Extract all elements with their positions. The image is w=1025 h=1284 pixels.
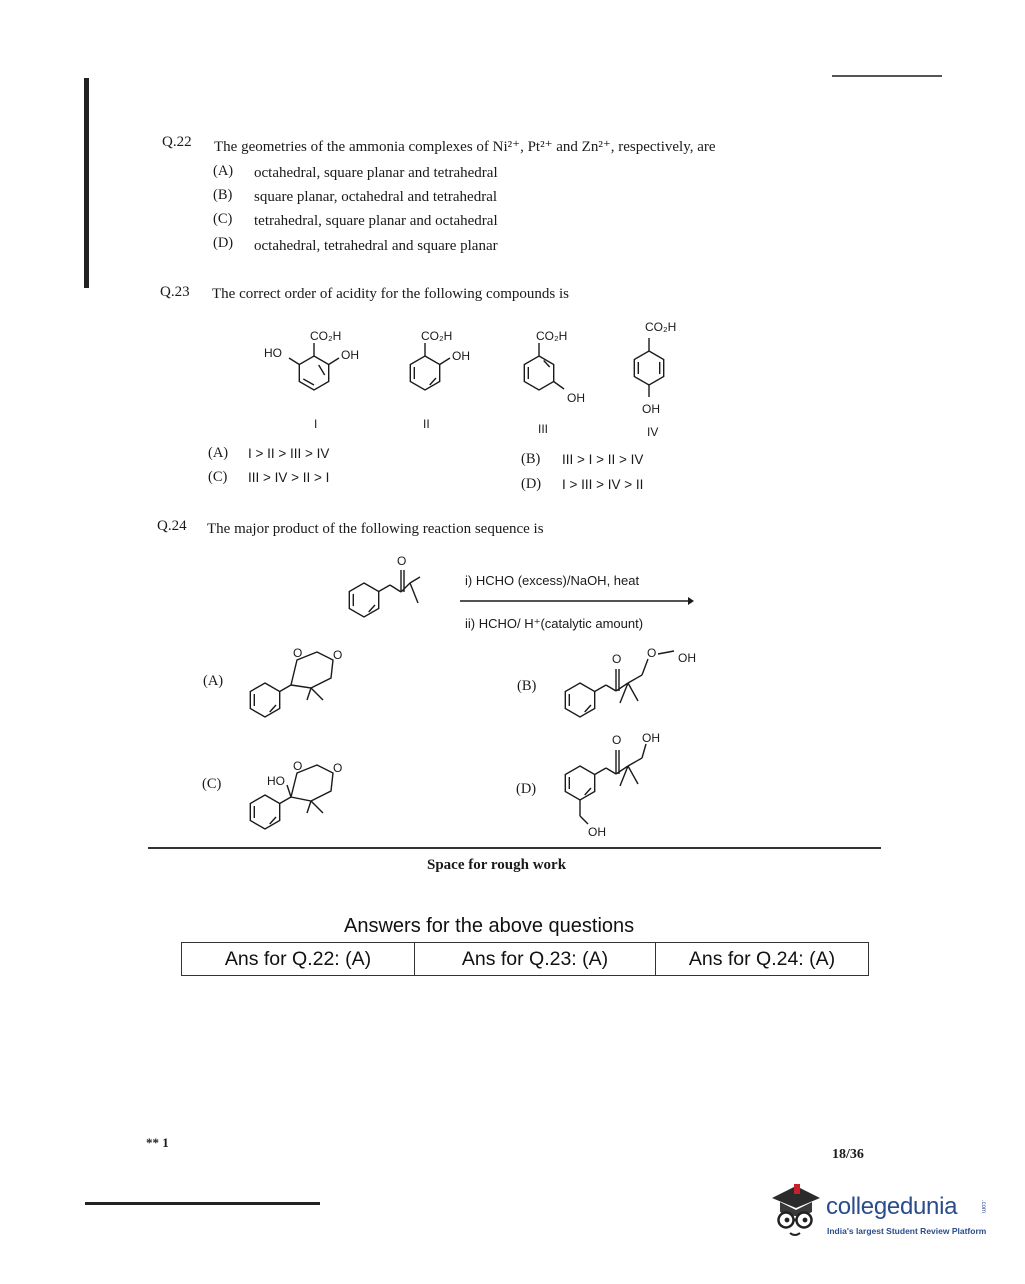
q24-option-c-letter: (C) [202,776,222,792]
q24-c-o2: O [333,761,343,775]
q24-reagent-1: i) HCHO (excess)/NaOH, heat [465,573,640,588]
q24-d-oh1: OH [642,731,660,745]
q23-structures [250,315,710,445]
left-margin-bar [84,78,89,288]
q23-option-a-letter: (A) [208,445,229,461]
q23-number: Q.23 [160,284,190,300]
q24-text: The major product of the following reaction sequence is [207,521,544,537]
q24-b-o1: O [612,652,622,666]
q23-option-d-letter: (D) [521,476,542,492]
q23-option-c-letter: (C) [208,469,228,485]
q24-option-b-letter: (B) [517,678,537,694]
q22-option-c-letter: (C) [213,211,233,227]
q24-b-o2: O [647,646,657,660]
answer-q22: Ans for Q.22: (A) [224,947,372,970]
q23-option-c-text: III > IV > II > I [248,470,330,485]
q23-c2-co2h: CO₂H [421,329,453,343]
q24-c-ho: HO [267,774,285,788]
q24-option-a-letter: (A) [203,673,224,689]
top-right-rule [832,75,942,77]
q24-option-d-letter: (D) [516,781,537,797]
q23-c4-co2h: CO₂H [645,320,677,334]
q24-d-oh2: OH [588,825,606,839]
q23-roman-4: IV [647,425,659,439]
q23-roman-3: III [538,422,549,436]
rough-work-rule [148,847,881,849]
footer-left-mark: ** 1 [146,1135,169,1150]
q23-c1-co2h: CO₂H [310,329,342,343]
q23-c3-co2h: CO₂H [536,329,568,343]
q23-roman-2: II [423,417,430,431]
q22-option-a-text: octahedral, square planar and tetrahedral [254,165,498,181]
q22-option-d-letter: (D) [213,235,234,251]
logo-wordmark: collegedunia [826,1193,958,1220]
q24-reagent-2: ii) HCHO/ H⁺(catalytic amount) [465,616,644,631]
collegedunia-mascot-icon [766,1180,824,1242]
q23-option-d-text: I > III > IV > II [562,477,644,492]
q22-option-b-letter: (B) [213,187,233,203]
page-number: 18/36 [832,1147,864,1162]
q23-option-a-text: I > II > III > IV [248,446,330,461]
q22-option-d-text: octahedral, tetrahedral and square planar [254,238,498,254]
q23-text: The correct order of acidity for the following compounds is [212,286,569,302]
q24-option-d-structure [550,728,690,843]
q22-option-b-text: square planar, octahedral and tetrahedral [254,189,498,205]
answers-title: Answers for the above questions [344,915,635,937]
q24-c-o1: O [293,759,303,773]
q23-c1-ho: HO [264,346,282,360]
q22-text: The geometries of the ammonia complexes of Ni²⁺, Pt²⁺ and Zn²⁺, respectively, are [214,139,716,155]
answer-q23: Ans for Q.23: (A) [414,943,655,975]
q24-a-o1: O [293,646,303,660]
q24-reaction [330,545,710,645]
rough-work-label: Space for rough work [427,857,567,873]
q23-c1-oh: OH [341,348,359,362]
q24-d-o: O [612,733,622,747]
answers-table [181,942,869,976]
q23-option-b-text: III > I > II > IV [562,452,644,467]
q24-b-oh: OH [678,651,696,665]
q23-roman-1: I [314,417,318,431]
logo-tagline: India's largest Student Review Platform [827,1226,987,1236]
bottom-left-rule [85,1202,320,1205]
q24-a-o2: O [333,648,343,662]
q24-reactant-o: O [397,554,407,568]
q24-number: Q.24 [157,518,187,534]
q23-c3-oh: OH [567,391,585,405]
q23-option-b-letter: (B) [521,451,541,467]
q23-c4-oh: OH [642,402,660,416]
answer-q24: Ans for Q.24: (A) [655,943,868,975]
q22-number: Q.22 [162,134,192,150]
q22-option-a-letter: (A) [213,163,234,179]
q24-option-a-structure [235,638,365,728]
q24-option-b-structure [550,645,710,730]
logo-suffix: .com [980,1200,986,1214]
q24-option-c-structure [235,755,365,840]
q22-option-c-text: tetrahedral, square planar and octahedral [254,213,498,229]
q23-c2-oh: OH [452,349,470,363]
